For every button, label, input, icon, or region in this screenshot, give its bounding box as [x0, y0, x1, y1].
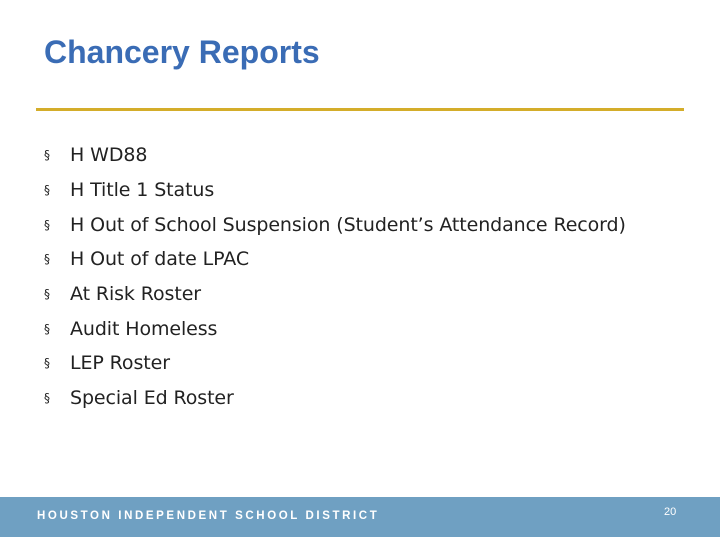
- list-item-text: LEP Roster: [70, 352, 170, 375]
- list-item: [44, 207, 626, 242]
- bullet-icon: §: [44, 356, 50, 371]
- list-item: [44, 381, 626, 416]
- list-item: [44, 138, 626, 173]
- slide-title: Chancery Reports: [44, 34, 320, 70]
- bullet-list: [44, 138, 626, 416]
- bullet-icon: §: [44, 252, 50, 267]
- bullet-icon: §: [44, 183, 50, 198]
- bullet-icon: §: [44, 217, 50, 232]
- title-divider: [36, 108, 684, 111]
- list-item-text: H Title 1 Status: [70, 179, 215, 202]
- footer-district-name: HOUSTON INDEPENDENT SCHOOL DISTRICT: [37, 510, 380, 522]
- list-item: [44, 311, 626, 346]
- list-item-text: H Out of School Suspension (Student’s Attendance Record): [70, 213, 626, 236]
- list-item-text: At Risk Roster: [70, 283, 201, 306]
- list-item-text: H Out of date LPAC: [70, 248, 250, 271]
- page-number: 20: [664, 506, 677, 518]
- footer-bar: [0, 497, 720, 537]
- list-item-text: Audit Homeless: [70, 317, 218, 340]
- bullet-icon: §: [44, 287, 50, 302]
- list-item: [44, 346, 626, 381]
- bullet-icon: §: [44, 391, 50, 406]
- list-item-text: Special Ed Roster: [70, 387, 234, 410]
- list-item: [44, 173, 626, 208]
- list-item: [44, 277, 626, 312]
- list-item: [44, 242, 626, 277]
- bullet-icon: §: [44, 148, 50, 163]
- bullet-icon: §: [44, 321, 50, 336]
- list-item-text: H WD88: [70, 144, 148, 167]
